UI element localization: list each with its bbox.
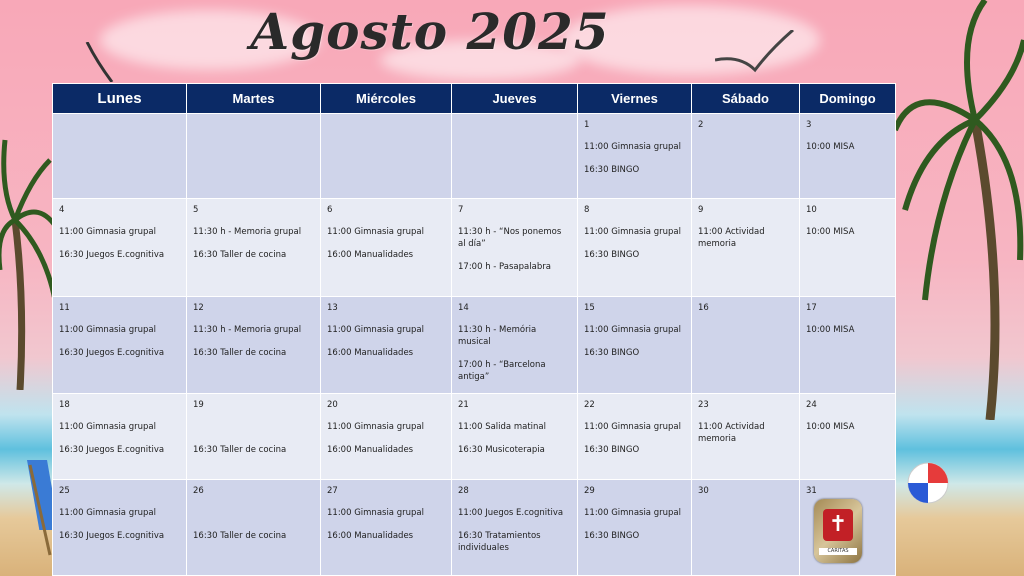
event-entry: 16:30 Musicoterapia <box>458 445 545 455</box>
day-number: 28 <box>458 486 469 496</box>
event-entry: 16:30 Juegos E.cognitiva <box>59 445 165 455</box>
event-entry: 16:30 Taller de cocina <box>193 348 287 358</box>
event-entry: 16:30 Taller de cocina <box>193 445 287 455</box>
day-number: 14 <box>458 303 469 313</box>
day-number: 13 <box>327 303 338 313</box>
event-entry: 11:00 Gimnasia grupal <box>59 422 156 432</box>
day-number: 12 <box>193 303 204 313</box>
header-friday: Viernes <box>578 84 692 114</box>
calendar-day-cell <box>53 114 187 199</box>
calendar-day-cell <box>187 394 321 480</box>
page-title: Agosto 2025 <box>250 2 610 61</box>
event-entry: 16:30 Juegos E.cognitiva <box>59 531 165 541</box>
event-entry: 11:30 h - Memoria grupal <box>193 325 302 335</box>
event-entry: 11:00 Actividad memoria <box>698 227 765 249</box>
day-number: 9 <box>698 205 704 215</box>
calendar-week-row <box>53 480 896 576</box>
event-entry: 11:00 Gimnasia grupal <box>59 227 156 237</box>
calendar-day-cell <box>53 394 187 480</box>
day-number: 2 <box>698 120 704 130</box>
calendar-day-cell <box>578 394 692 480</box>
calendar-day-cell <box>692 394 800 480</box>
calendar-day-cell <box>692 480 800 576</box>
calendar-day-cell <box>187 297 321 394</box>
day-number: 4 <box>59 205 65 215</box>
event-entry: 16:30 BINGO <box>584 165 640 175</box>
calendar-day-cell <box>452 480 578 576</box>
day-number: 20 <box>327 400 338 410</box>
event-entry: 16:30 Taller de cocina <box>193 531 287 541</box>
day-number: 1 <box>584 120 590 130</box>
event-entry: 11:30 h - Memória musical <box>458 325 537 347</box>
logo-label: CARITAS <box>819 548 857 555</box>
header-monday: Lunes <box>53 84 187 114</box>
event-entry: 11:00 Gimnasia grupal <box>584 227 681 237</box>
day-number: 21 <box>458 400 469 410</box>
event-entry: 11:00 Juegos E.cognitiva <box>458 508 564 518</box>
event-entry <box>193 421 314 433</box>
event-entry: 11:00 Actividad memoria <box>698 422 765 444</box>
calendar-week-row <box>53 297 896 394</box>
event-entry: 10:00 MISA <box>806 422 855 432</box>
day-number: 3 <box>806 120 812 130</box>
beach-ball-icon <box>907 462 949 504</box>
event-entry: 16:30 Tratamientos individuales <box>458 531 541 553</box>
calendar-header-row <box>53 84 896 114</box>
calendar-day-cell <box>187 199 321 297</box>
day-number: 29 <box>584 486 595 496</box>
event-entry: 17:00 h - “Barcelona antiga” <box>458 360 546 382</box>
event-entry: 16:00 Manualidades <box>327 445 414 455</box>
event-entry: 16:00 Manualidades <box>327 348 414 358</box>
calendar-day-cell <box>578 480 692 576</box>
calendar-week-row <box>53 394 896 480</box>
day-number: 17 <box>806 303 817 313</box>
event-entry: 11:00 Gimnasia grupal <box>584 422 681 432</box>
calendar-day-cell <box>578 114 692 199</box>
calendar-day-cell <box>452 297 578 394</box>
calendar-week-row <box>53 199 896 297</box>
event-entry: 16:30 Taller de cocina <box>193 250 287 260</box>
calendar-table <box>52 83 896 576</box>
event-entry: 11:00 Gimnasia grupal <box>584 142 681 152</box>
event-entry: 10:00 MISA <box>806 227 855 237</box>
event-entry: 16:30 Juegos E.cognitiva <box>59 348 165 358</box>
calendar-day-cell <box>692 114 800 199</box>
day-number: 6 <box>327 205 333 215</box>
calendar-day-cell <box>53 297 187 394</box>
left-palm-icon <box>0 100 60 390</box>
day-number: 18 <box>59 400 70 410</box>
day-number: 31 <box>806 486 817 496</box>
right-palm-icon <box>895 0 1024 420</box>
day-number: 15 <box>584 303 595 313</box>
day-number: 22 <box>584 400 595 410</box>
event-entry: 11:00 Gimnasia grupal <box>327 227 424 237</box>
calendar-day-cell <box>321 394 452 480</box>
day-number: 5 <box>193 205 199 215</box>
day-number: 16 <box>698 303 709 313</box>
header-sunday: Domingo <box>800 84 896 114</box>
header-tuesday: Martes <box>187 84 321 114</box>
day-number: 27 <box>327 486 338 496</box>
day-number: 11 <box>59 303 70 313</box>
calendar-day-cell <box>452 394 578 480</box>
cross-icon: ✝ <box>823 509 853 541</box>
calendar-day-cell <box>187 480 321 576</box>
calendar-day-cell <box>452 114 578 199</box>
day-number: 8 <box>584 205 590 215</box>
calendar-day-cell <box>187 114 321 199</box>
header-thursday: Jueves <box>452 84 578 114</box>
event-entry: 16:30 BINGO <box>584 531 640 541</box>
calendar-day-cell <box>800 199 896 297</box>
event-entry: 16:30 BINGO <box>584 445 640 455</box>
calendar-day-cell <box>800 297 896 394</box>
day-number: 10 <box>806 205 817 215</box>
calendar-day-cell <box>321 480 452 576</box>
event-entry: 11:00 Gimnasia grupal <box>327 422 424 432</box>
event-entry: 10:00 MISA <box>806 325 855 335</box>
event-entry: 11:00 Gimnasia grupal <box>59 325 156 335</box>
day-number: 19 <box>193 400 204 410</box>
header-saturday: Sábado <box>692 84 800 114</box>
event-entry: 11:30 h - “Nos ponemos al día” <box>458 227 562 249</box>
calendar-day-cell <box>452 199 578 297</box>
event-entry: 16:00 Manualidades <box>327 250 414 260</box>
calendar-day-cell <box>321 114 452 199</box>
calendar-day-cell <box>578 297 692 394</box>
event-entry: 10:00 MISA <box>806 142 855 152</box>
event-entry: 17:00 h - Pasapalabra <box>458 262 551 272</box>
day-number: 25 <box>59 486 70 496</box>
event-entry: 11:00 Gimnasia grupal <box>59 508 156 518</box>
calendar-day-cell <box>692 199 800 297</box>
event-entry <box>193 507 314 519</box>
caritas-logo <box>814 499 862 563</box>
day-number: 24 <box>806 400 817 410</box>
calendar-week-row <box>53 114 896 199</box>
calendar-day-cell <box>800 480 896 576</box>
day-number: 26 <box>193 486 204 496</box>
calendar-day-cell <box>321 199 452 297</box>
event-entry: 16:30 Juegos E.cognitiva <box>59 250 165 260</box>
event-entry: 11:00 Gimnasia grupal <box>327 508 424 518</box>
event-entry: 16:00 Manualidades <box>327 531 414 541</box>
calendar-day-cell <box>800 114 896 199</box>
day-number: 7 <box>458 205 464 215</box>
beach-chair-icon <box>25 460 55 560</box>
calendar-day-cell <box>53 480 187 576</box>
calendar-day-cell <box>692 297 800 394</box>
calendar-day-cell <box>800 394 896 480</box>
calendar-day-cell <box>321 297 452 394</box>
event-entry: 11:00 Gimnasia grupal <box>584 325 681 335</box>
event-entry: 11:00 Gimnasia grupal <box>584 508 681 518</box>
event-entry: 11:30 h - Memoria grupal <box>193 227 302 237</box>
event-entry: 16:30 BINGO <box>584 250 640 260</box>
day-number: 30 <box>698 486 709 496</box>
event-entry: 11:00 Gimnasia grupal <box>327 325 424 335</box>
day-number: 23 <box>698 400 709 410</box>
header-wednesday: Miércoles <box>321 84 452 114</box>
event-entry: 16:30 BINGO <box>584 348 640 358</box>
calendar-day-cell <box>578 199 692 297</box>
event-entry: 11:00 Salida matinal <box>458 422 546 432</box>
calendar-day-cell <box>53 199 187 297</box>
